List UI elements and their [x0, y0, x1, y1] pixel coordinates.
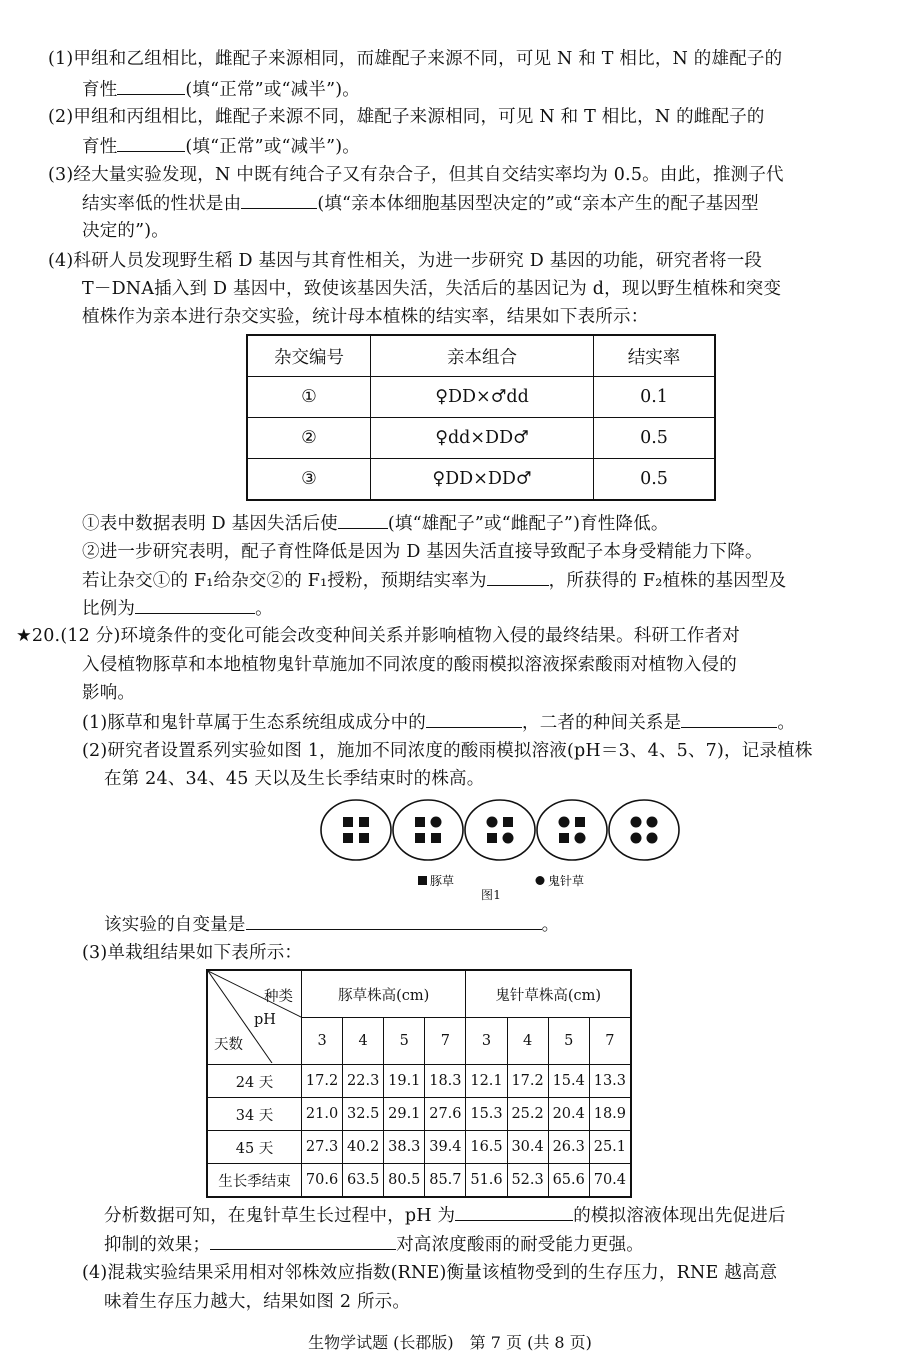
q20-p4-line2: 味着生存压力越大，结果如图 2 所示。: [104, 1292, 411, 1312]
value-cell: 15.3: [466, 1098, 507, 1131]
q19-sub2-blank-rate: [487, 567, 549, 586]
height-table: [206, 969, 632, 1198]
value-cell: 85.7: [425, 1164, 466, 1198]
q20-p1-blank2: [681, 709, 777, 728]
q20-p4-line1: (4)混栽实验结果采用相对邻株效应指数(RNE)衡量该植物受到的生存压力，RNE 越高意: [82, 1263, 778, 1283]
ph-cell: 3: [302, 1018, 343, 1065]
value-cell: 25.2: [507, 1098, 548, 1131]
value-cell: 17.2: [302, 1065, 343, 1098]
q19-p1-line2: [82, 76, 360, 103]
value-cell: 70.6: [302, 1164, 343, 1198]
value-cell: 17.2: [507, 1065, 548, 1098]
dish-2: [393, 800, 463, 860]
q20-p3-ana2-blank: [210, 1231, 396, 1250]
value-cell: 32.5: [343, 1098, 384, 1131]
q20-head-line3: 影响。: [82, 683, 136, 703]
dish-1: [321, 800, 391, 860]
legend-circle-label: 鬼针草: [548, 874, 585, 888]
row-label: 24 天: [207, 1065, 302, 1098]
q19-p4-line1: (4)科研人员发现野生稻 D 基因与其育性相关，为进一步研究 D 基因的功能，研究者将一段: [48, 251, 763, 271]
cross-id: ②: [247, 418, 371, 459]
q19-sub2-text-post: ，所获得的 F₂植株的基因型及: [548, 571, 787, 591]
value-cell: 19.1: [384, 1065, 425, 1098]
corner-days: 天数: [214, 1037, 243, 1053]
corner-species: 种类: [264, 989, 293, 1005]
value-cell: 52.3: [507, 1164, 548, 1198]
q19-p1-line1: (1)甲组和乙组相比，雌配子来源相同，而雄配子来源不同，可见 N 和 T 相比，N 的雄配子的: [48, 49, 783, 69]
q20-head-line2: 入侵植物豚草和本地植物鬼针草施加不同浓度的酸雨模拟溶液探索酸雨对植物入侵的: [82, 655, 737, 675]
ph-cell: 5: [548, 1018, 589, 1065]
cross-parents: ♀DD×♂dd: [371, 377, 594, 418]
cross-table: [246, 334, 716, 501]
cross-parents: ♀DD×DD♂: [371, 459, 594, 501]
value-cell: 63.5: [343, 1164, 384, 1198]
figure-1-caption: 图1: [481, 888, 502, 902]
value-cell: 22.3: [343, 1065, 384, 1098]
value-cell: 18.3: [425, 1065, 466, 1098]
ph-cell: 5: [384, 1018, 425, 1065]
q20-p3-ana2-text: 抑制的效果；: [104, 1235, 211, 1255]
q19-p4-line3: 植株作为亲本进行杂交实验，统计母本植株的结实率，结果如下表所示：: [82, 307, 649, 327]
q19-sub1: [82, 510, 669, 537]
q20-p1: [82, 709, 795, 736]
cross-header-parents: 亲本组合: [371, 335, 594, 377]
value-cell: 27.3: [302, 1131, 343, 1164]
ph-cell: 3: [466, 1018, 507, 1065]
q19-p2-line2: [82, 133, 360, 160]
row-label: 45 天: [207, 1131, 302, 1164]
ph-cell: 4: [507, 1018, 548, 1065]
q19-sub1-blank: [338, 510, 388, 529]
value-cell: 29.1: [384, 1098, 425, 1131]
q20-p2-indep: [104, 911, 559, 938]
cross-parents: ♀dd×DD♂: [371, 418, 594, 459]
q20-p2-indep-blank: [246, 911, 542, 930]
row-label: 生长季结束: [207, 1164, 302, 1198]
q20-head-line1: [16, 623, 740, 649]
q19-p3-line3: 决定的”)。: [82, 221, 169, 241]
q20-p2-indep-post: 。: [541, 915, 560, 935]
dish-4: [537, 800, 607, 860]
value-cell: 65.6: [548, 1164, 589, 1198]
group-ambrosia: 豚草株高(cm): [302, 970, 466, 1018]
cross-table-header: [247, 335, 715, 377]
dish-5: [609, 800, 679, 860]
cross-id: ③: [247, 459, 371, 501]
q19-p1-blank: [117, 76, 185, 95]
q19-sub2-text: 若让杂交①的 F₁给杂交②的 F₁授粉，预期结实率为: [82, 571, 487, 591]
q19-sub2-line2: [82, 567, 786, 594]
q20-p1-text-mid: ，二者的种间关系是: [522, 713, 682, 733]
star-icon: ★: [16, 626, 32, 646]
q19-sub2-blank-ratio: [135, 595, 255, 614]
value-cell: 25.1: [589, 1131, 631, 1164]
q19-sub1-text: ①表中数据表明 D 基因失活后使: [82, 514, 338, 534]
q20-p3-analysis-2: [104, 1231, 644, 1258]
q19-sub2-text3: 比例为: [82, 599, 136, 619]
q20-p3-ana1-blank: [455, 1202, 573, 1221]
ph-cell: 7: [425, 1018, 466, 1065]
cross-header-rate: 结实率: [594, 335, 716, 377]
legend-square-icon: [418, 876, 427, 885]
q20-p1-blank1: [426, 709, 522, 728]
value-cell: 26.3: [548, 1131, 589, 1164]
figure-1: [318, 798, 882, 896]
q19-p2-text-post: (填“正常”或“减半”)。: [185, 137, 360, 157]
table-row: [207, 1131, 631, 1164]
q20-p1-text: (1)豚草和鬼针草属于生态系统组成成分中的: [82, 713, 426, 733]
q19-sub2-line1: ②进一步研究表明，配子育性降低是因为 D 基因失活直接导致配子本身受精能力下降。: [82, 542, 763, 562]
height-table-header-row1: [207, 970, 631, 1018]
q19-sub1-text-post: (填“雄配子”或“雌配子”)育性降低。: [387, 514, 669, 534]
value-cell: 21.0: [302, 1098, 343, 1131]
q19-sub2-line3: [82, 595, 273, 622]
cross-header-id: 杂交编号: [247, 335, 371, 377]
q20-p3-head: (3)单栽组结果如下表所示：: [82, 943, 303, 963]
q20-p2-line2: 在第 24、34、45 天以及生长季结束时的株高。: [104, 769, 485, 789]
value-cell: 40.2: [343, 1131, 384, 1164]
value-cell: 30.4: [507, 1131, 548, 1164]
value-cell: 70.4: [589, 1164, 631, 1198]
table-row: [247, 459, 715, 501]
value-cell: 12.1: [466, 1065, 507, 1098]
table-row: [207, 1098, 631, 1131]
value-cell: 18.9: [589, 1098, 631, 1131]
q20-p3-ana1-post: 的模拟溶液体现出先促进后: [573, 1206, 786, 1226]
table-row: [207, 1164, 631, 1198]
cross-rate: 0.5: [594, 418, 716, 459]
table-corner-cell: [207, 970, 302, 1065]
q20-p2-line1: (2)研究者设置系列实验如图 1，施加不同浓度的酸雨模拟溶液(pH＝3、4、5、7)，记录植株: [82, 741, 813, 761]
value-cell: 80.5: [384, 1164, 425, 1198]
q20-p2-indep-text: 该实验的自变量是: [104, 915, 246, 935]
cross-id: ①: [247, 377, 371, 418]
q20-p3-ana2-post: 对高浓度酸雨的耐受能力更强。: [396, 1235, 645, 1255]
value-cell: 51.6: [466, 1164, 507, 1198]
q19-p3-text: 结实率低的性状是由: [82, 194, 242, 214]
q19-p2-line1: (2)甲组和丙组相比，雌配子来源不同，雄配子来源相同，可见 N 和 T 相比，N 的雌配子的: [48, 107, 765, 127]
q20-p3-analysis-1: [104, 1202, 786, 1229]
value-cell: 20.4: [548, 1098, 589, 1131]
cross-rate: 0.5: [594, 459, 716, 501]
q20-head-text: 20.(12 分)环境条件的变化可能会改变种间关系并影响植物入侵的最终结果。科研工作者对: [31, 626, 741, 646]
value-cell: 13.3: [589, 1065, 631, 1098]
dish-3: [465, 800, 535, 860]
q19-p4-line2: T－DNA插入到 D 基因中，致使该基因失活，失活后的基因记为 d，现以野生植株和突变: [82, 279, 782, 299]
ph-cell: 7: [589, 1018, 631, 1065]
table-row: [207, 1065, 631, 1098]
corner-ph: pH: [254, 1012, 276, 1028]
q19-p2-text: 育性: [82, 137, 118, 157]
value-cell: 27.6: [425, 1098, 466, 1131]
q19-p3-text-post: (填“亲本体细胞基因型决定的”或“亲本产生的配子基因型: [317, 194, 759, 214]
legend-square-label: 豚草: [430, 874, 455, 888]
row-label: 34 天: [207, 1098, 302, 1131]
cross-rate: 0.1: [594, 377, 716, 418]
q19-sub2-text3-post: 。: [255, 599, 273, 619]
table-row: [247, 377, 715, 418]
q19-p1-text: 育性: [82, 80, 118, 100]
group-bidens: 鬼针草株高(cm): [466, 970, 631, 1018]
q19-p3-line1: (3)经大量实验发现，N 中既有纯合子又有杂合子，但其自交结实率均为 0.5。由此，推测子代: [48, 165, 784, 185]
q20-p3-ana1-text: 分析数据可知，在鬼针草生长过程中，pH 为: [104, 1206, 456, 1226]
legend-circle-icon: [536, 876, 545, 885]
q20-p1-text-post: 。: [777, 713, 796, 733]
q19-p3-blank: [241, 190, 317, 209]
table-row: [247, 418, 715, 459]
value-cell: 16.5: [466, 1131, 507, 1164]
value-cell: 38.3: [384, 1131, 425, 1164]
q19-p1-text-post: (填“正常”或“减半”)。: [185, 80, 360, 100]
page-footer: 生物学试题 (长郡版) 第 7 页 (共 8 页): [308, 1333, 592, 1352]
value-cell: 15.4: [548, 1065, 589, 1098]
ph-cell: 4: [343, 1018, 384, 1065]
q19-p2-blank: [117, 133, 185, 152]
value-cell: 39.4: [425, 1131, 466, 1164]
q19-p3-line2: [82, 190, 759, 217]
